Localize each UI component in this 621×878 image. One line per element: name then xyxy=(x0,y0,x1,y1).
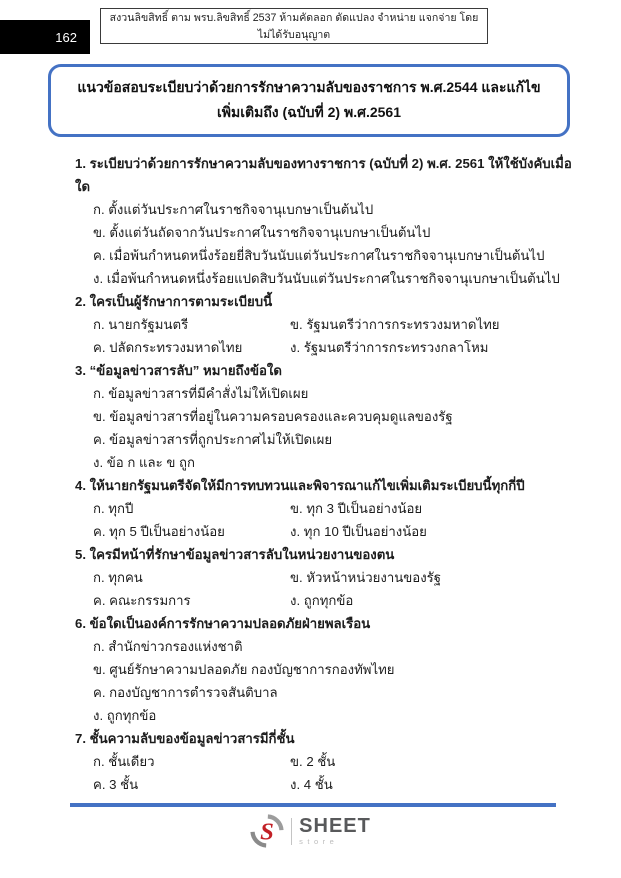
answer-option: ค. กองบัญชาการตำรวจสันติบาล xyxy=(93,685,278,700)
question-title: 7. ชั้นความลับของข้อมูลข่าวสารมีกี่ชั้น xyxy=(75,731,295,746)
question-title: 3. “ข้อมูลข่าวสารลับ” หมายถึงข้อใด xyxy=(75,363,282,378)
logo-divider xyxy=(291,818,292,845)
answer-option: ข. รัฐมนตรีว่าการกระทรวงมหาดไทย xyxy=(290,317,500,332)
answer-option: ข. ศูนย์รักษาความปลอดภัย กองบัญชาการกองทัพไทย xyxy=(93,662,395,677)
options-list xyxy=(75,497,581,543)
answer-option: ก. สำนักข่าวกรองแห่งชาติ xyxy=(93,639,243,654)
answer-option: ง. ข้อ ก และ ข ถูก xyxy=(93,455,195,470)
page-number: 162 xyxy=(55,29,77,45)
answer-option: ข. ทุก 3 ปีเป็นอย่างน้อย xyxy=(290,501,423,516)
brand-wordmark xyxy=(299,816,371,846)
options-list xyxy=(75,382,581,474)
answer-option: ค. ข้อมูลข่าวสารที่ถูกประกาศไม่ให้เปิดเผย xyxy=(93,432,333,447)
answer-option: ข. 2 ชั้น xyxy=(290,754,336,769)
exam-title: แนวข้อสอบระเบียบว่าด้วยการรักษาความลับของราชการ พ.ศ.2544 และแก้ไขเพิ่มเติมถึง (ฉบับที่ 2) พ.ศ.2561 xyxy=(77,79,541,120)
options-list xyxy=(75,566,581,612)
answer-option: ง. รัฐมนตรีว่าการกระทรวงกลาโหม xyxy=(290,340,489,355)
question-title: 6. ข้อใดเป็นองค์การรักษาความปลอดภัยฝ่ายพลเรือน xyxy=(75,616,371,631)
question-block xyxy=(75,727,581,796)
answer-option: ค. เมื่อพ้นกำหนดหนึ่งร้อยยี่สิบวันนับแต่วันประกาศในราชกิจจานุเบกษาเป็นต้นไป xyxy=(93,248,545,263)
question-block xyxy=(75,290,581,359)
answer-option: ค. 3 ชั้น xyxy=(93,777,139,792)
exam-title-box xyxy=(48,64,570,137)
brand-subtitle: store xyxy=(299,837,339,846)
answer-option: ง. 4 ชั้น xyxy=(290,777,333,792)
answer-option: ค. ปลัดกระทรวงมหาดไทย xyxy=(93,340,243,355)
answer-option: ก. ข้อมูลข่าวสารที่มีคำสั่งไม่ให้เปิดเผย xyxy=(93,386,309,401)
sheet-store-logo xyxy=(0,814,621,848)
question-block xyxy=(75,612,581,727)
question-block xyxy=(75,359,581,474)
answer-option: ก. นายกรัฐมนตรี xyxy=(93,317,189,332)
answer-option: ข. ข้อมูลข่าวสารที่อยู่ในความครอบครองและควบคุมดูแลของรัฐ xyxy=(93,409,453,424)
answer-option: ง. ถูกทุกข้อ xyxy=(93,708,157,723)
question-block xyxy=(75,543,581,612)
question-block xyxy=(75,152,581,290)
options-list xyxy=(75,635,581,727)
question-title: 5. ใครมีหน้าที่รักษาข้อมูลข่าวสารลับในหน่วยงานของตน xyxy=(75,547,395,562)
answer-option: ข. หัวหน้าหน่วยงานของรัฐ xyxy=(290,570,441,585)
answer-option: ค. คณะกรรมการ xyxy=(93,593,191,608)
answer-option: ง. เมื่อพ้นกำหนดหนึ่งร้อยแปดสิบวันนับแต่วันประกาศในราชกิจจานุเบกษาเป็นต้นไป xyxy=(93,271,560,286)
answer-option: ค. ทุก 5 ปีเป็นอย่างน้อย xyxy=(93,524,225,539)
footer-divider-line xyxy=(70,803,556,807)
answer-option: ก. ทุกคน xyxy=(93,570,143,585)
question-block xyxy=(75,474,581,543)
answer-option: ก. ตั้งแต่วันประกาศในราชกิจจานุเบกษาเป็นต้นไป xyxy=(93,202,374,217)
answer-option: ก. ชั้นเดียว xyxy=(93,754,155,769)
answer-option: ข. ตั้งแต่วันถัดจากวันประกาศในราชกิจจานุเบกษาเป็นต้นไป xyxy=(93,225,431,240)
answer-option: ง. ถูกทุกข้อ xyxy=(290,593,354,608)
page-number-box xyxy=(0,20,90,54)
sheet-store-logo-icon xyxy=(250,814,284,848)
question-title: 4. ให้นายกรัฐมนตรีจัดให้มีการทบทวนและพิจารณาแก้ไขเพิ่มเติมระเบียบนี้ทุกกี่ปี xyxy=(75,478,525,493)
question-title: 1. ระเบียบว่าด้วยการรักษาความลับของทางราชการ (ฉบับที่ 2) พ.ศ. 2561 ให้ใช้บังคับเมื่อใด xyxy=(75,156,572,194)
copyright-notice: สงวนลิขสิทธิ์ ตาม พรบ.ลิขสิทธิ์ 2537 ห้ามคัดลอก ดัดแปลง จำหน่าย แจกจ่าย โดยไม่ได้รับอนุญาต xyxy=(109,12,479,41)
options-list xyxy=(75,313,581,359)
options-list xyxy=(75,198,581,290)
answer-option: ก. ทุกปี xyxy=(93,501,134,516)
brand-name: SHEET xyxy=(299,815,371,837)
copyright-notice-box xyxy=(100,8,488,44)
question-title: 2. ใครเป็นผู้รักษาการตามระเบียบนี้ xyxy=(75,294,273,309)
logo-initial: S xyxy=(260,818,275,846)
questions-section xyxy=(75,152,581,796)
answer-option: ง. ทุก 10 ปีเป็นอย่างน้อย xyxy=(290,524,427,539)
options-list xyxy=(75,750,581,796)
